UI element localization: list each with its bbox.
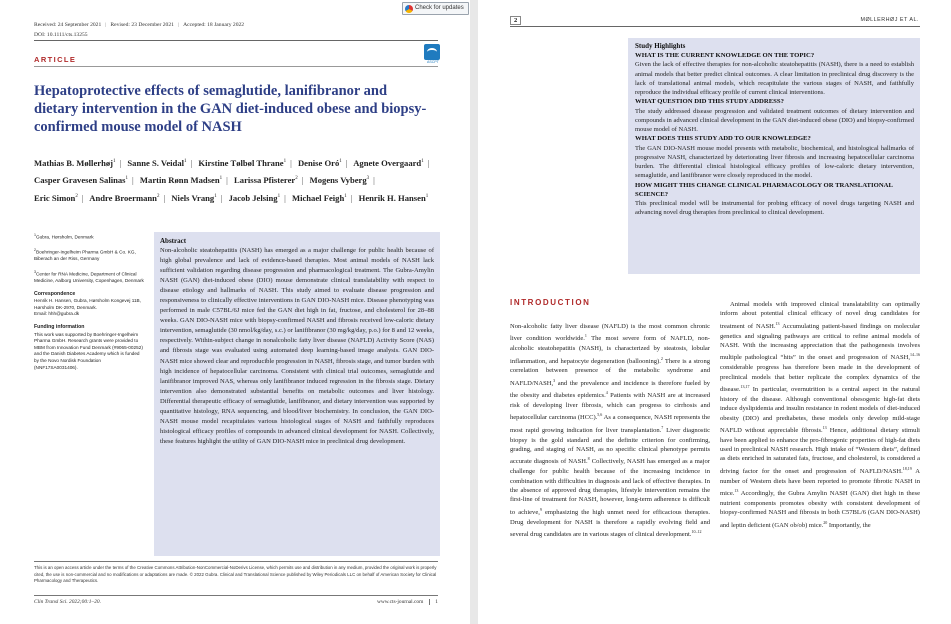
article-divider [34, 66, 438, 67]
ascpt-logo-icon [424, 44, 440, 60]
correspondence-text: Henrik H. Hansen, Gubra, Hørsholm Kongevej 11B, Hørsholm DK-2970, Denmark. [34, 298, 141, 310]
author-affiliation-sup: 1 [113, 159, 116, 164]
author-separator: | [290, 157, 292, 168]
abstract-box [154, 232, 440, 556]
author-name: Henrik H. Hansen [358, 192, 426, 203]
author[interactable] [359, 193, 429, 203]
crossmark-icon [405, 5, 413, 13]
highlight-answer: Given the lack of effective therapies for non-alcoholic steatohepatitis (NASH), there is a need to establish animal models that better predict clinical outcomes. A clear limitation in preclinical drug discovery is the lack of translational animal models, which recapitulate the various stages of NASH, and faithfully reproduce the individual efficacy profile of current clinical interventions. [635, 61, 914, 97]
author-name: Michael Feigh [291, 192, 345, 203]
author-affiliation-sup: 2 [156, 193, 160, 199]
reference-sup[interactable]: 2 [660, 355, 663, 361]
author-name: Larissa Pfisterer [234, 175, 296, 186]
author[interactable] [171, 193, 216, 203]
correspondence [34, 291, 144, 318]
reference-sup[interactable]: 10–12 [691, 528, 702, 534]
author-separator: | [284, 192, 286, 203]
paragraph-text: Accumulating patient-based findings on molecular genetics and signaling pathways are critical to refine animal models of NASH. With the increasing appreciation that the pathogenesis involves multiple pathological “hits” in the onset and progression of NASH, [720, 323, 920, 362]
paragraph-text: As a consequence, NASH represents the most rapid growing indication for liver transplantation. [510, 414, 710, 435]
reference-sup[interactable]: 1 [584, 333, 587, 339]
license-divider [34, 561, 438, 562]
reference-sup[interactable]: 8 [587, 456, 590, 462]
paragraph-text: In particular, overnutrition is a central aspect in the natural history of the disease. Although conventional obesogenic high-fat diets induce dyslipidemia and insulin resistance in rodent models of diet-induced obesity (DIO) and prediabetes, these models only develop mild-stage NAFLD without appreciable fibrosis. [720, 386, 920, 435]
author-name: Mogens Vyberg [309, 175, 367, 186]
paragraph-text: Non-alcoholic fatty liver disease (NAFLD) is the most common chronic liver condition worldwide. [510, 323, 710, 343]
author-name: Eric Simon [34, 192, 76, 203]
affiliation-text: Gubra, Hørsholm, Denmark [36, 234, 94, 240]
reference-sup[interactable]: 13 [775, 320, 780, 326]
reference-sup[interactable]: 14–16 [910, 352, 920, 358]
author[interactable] [353, 158, 424, 168]
author-affiliation-sup: 1 [425, 193, 429, 199]
reference-sup[interactable]: 7 [661, 424, 664, 430]
author-affiliation-sup: 1 [219, 176, 223, 182]
affiliation-sup: 3 [34, 269, 36, 274]
affiliation [34, 269, 144, 285]
check-for-updates-label: Check for updates [415, 5, 464, 11]
author-separator: | [81, 192, 84, 203]
author-affiliation-sup: 2 [75, 193, 78, 199]
author-affiliation-sup: 1 [344, 193, 347, 199]
paragraph-text: and the prevalence and incidence is therefore fueled by the obesity and diabetes epidemics. [510, 379, 710, 400]
highlight-answer: The GAN DIO-NASH mouse model presents with metabolic, biochemical, and histological hallmarks of progressive NASH, characterized by deteriorating liver fibrosis and increasing hepatocellular carcinoma burden. The differential clinical histological efficacy profiles of low-caloric dietary intervention, semaglutide, and lanifibranor were closely reproduced in the model. [635, 144, 914, 180]
funding-text: This work was supported by Boehringer-Ingelheim Pharma GmbH. Research grants were provided to MBM from Innovation Fund Denmark (#9065-00252) and the Danish Diabetes Academy which is funded by the Novo Nordisk Foundation (NNF17SA0031406). [34, 331, 143, 370]
reference-sup[interactable]: 4 [605, 390, 608, 396]
highlight-answer: The study addressed disease progression and validated treatment outcomes of dietary intervention and compounds in advanced clinical development in the GAN diet-induced obese (DIO) and biopsy-confirmed mouse model of NASH. [635, 107, 914, 134]
author-separator: | [220, 192, 223, 203]
affiliation-sup: 1 [34, 233, 36, 237]
author[interactable] [34, 193, 78, 203]
highlight-question: HOW MIGHT THIS CHANGE CLINICAL PHARMACOLOGY OR TRANSLATIONAL SCIENCE? [635, 181, 893, 198]
study-highlights-box [628, 38, 920, 274]
author[interactable] [229, 193, 280, 203]
author[interactable] [89, 193, 159, 203]
revised-date: Revised: 23 December 2021 [110, 22, 174, 28]
affiliations [34, 232, 144, 285]
author[interactable] [34, 158, 116, 168]
author-name: Agnete Overgaard [353, 157, 422, 168]
funding-label: Funding information [34, 324, 85, 331]
author-name: Andre Broermann [89, 192, 157, 203]
author-name: Denise Oró [297, 157, 340, 168]
author[interactable] [234, 175, 298, 185]
author-separator: | [119, 157, 122, 168]
abstract-heading: Abstract [160, 237, 187, 245]
author-separator: | [163, 192, 166, 203]
paragraph-text: A number of Western diets have been reported to promote fibrotic NASH in mice. [720, 468, 920, 498]
author-affiliation-sup: 2 [295, 176, 298, 182]
author-affiliation-sup: 1 [214, 193, 217, 199]
highlight-question: WHAT IS THE CURRENT KNOWLEDGE ON THE TOPIC? [635, 52, 815, 59]
running-head: MØLLERHØJ ET AL. [860, 17, 919, 23]
author-affiliation-sup: 3 [366, 176, 370, 182]
reference-sup[interactable]: 3 [553, 377, 556, 383]
author-name: Martin Rønn Madsen [139, 175, 220, 186]
reference-sup[interactable]: 5,6 [597, 412, 603, 418]
author-name: Jacob Jelsing [228, 192, 278, 203]
reference-sup[interactable]: 13 [822, 424, 827, 430]
paragraph-text: Liver diagnostic biopsy is the gold standard and the definite criterion for confirming, grading, and staging of NASH, as no specific clinical phenotype permits accurate diagnosis of NASH. [510, 427, 710, 466]
received-date: Received: 24 September 2021 [34, 22, 102, 28]
accepted-date: Accepted: 18 January 2022 [183, 22, 245, 28]
author-affiliation-sup: 1 [283, 159, 287, 164]
paragraph-text: Hence, additional dietary stimuli have been applied to enhance the pro-fibrogenic properties of high-fat diets used in preclinical NASH research. High intake of “Western diets”, defined as diets enriched in saturated fats, fructose, and cholesterol, is considered a driving factor for the onset and progression of NAFLD/NASH. [720, 427, 920, 476]
affiliation-text: Boehringer-Ingelheim Pharma GmbH & Co. KG, Biberach an der Riss, Germany [34, 249, 136, 262]
right-page [478, 0, 951, 624]
author[interactable] [140, 175, 222, 185]
license-text: This is an open access article under the terms of the Creative Commons Attribution-NonCommercial-NoDerivs License, which permits use and distribution in any medium, provided the original work is properly cited, the use is non-commercial and no modifications or adaptations are made. © 2022 Gubra. Clinical and Translational Science published by Wiley Periodicals LLC on behalf of American Society for Clinical Pharmacology and Therapeutics. [34, 565, 437, 584]
author-affiliation-sup: 1 [184, 159, 187, 164]
author-name: Mathias B. Møllerhøj [34, 157, 114, 168]
page-number: 1 [429, 599, 438, 605]
author[interactable] [34, 175, 128, 185]
correspondence-label: Correspondence [34, 290, 76, 297]
author[interactable] [127, 158, 186, 168]
reference-sup[interactable]: 20 [823, 519, 828, 525]
highlight-answer: This preclinical model will be instrumental for probing efficacy of novel drugs targeting NASH and advancing novel drug therapies from preclinical to clinical development. [635, 200, 914, 217]
author-affiliation-sup: 1 [339, 159, 342, 164]
journal-citation: Clin Transl Sci. 2022;00:1–20. [34, 599, 101, 605]
introduction-column-2 [720, 300, 920, 530]
footer-divider [34, 595, 438, 596]
author[interactable] [310, 175, 370, 185]
introduction-heading: INTRODUCTION [510, 298, 591, 307]
author-affiliation-sup: 1 [277, 193, 281, 199]
article-type-label: ARTICLE [34, 55, 77, 64]
check-for-updates-button[interactable] [402, 2, 469, 15]
paragraph-text: There is a strong correlation between presence of the metabolic syndrome and NAFLD/NASH, [510, 357, 710, 387]
author-separator: | [132, 175, 134, 186]
author-separator: | [350, 192, 353, 203]
article-title: Hepatoprotective effects of semaglutide, lanifibranor and dietary intervention in the GAN diet-induced obese and biopsy-confirmed mouse model of NASH [34, 83, 427, 135]
abstract-text: Non-alcoholic steatohepatitis (NASH) has emerged as a major challenge for public health because of high global prevalence and lack of evidence-based therapies. Most animal models of NASH lack sufficient validation regarding disease progression and pharmacological treatment. The Gubra-Amylin NASH (GAN) diet-induced obese (DIO) mouse demonstrate clinical translatability with respect to disease etiology and hallmarks of NASH. This study aimed to evaluate disease progression and responsiveness to clinically effective interventions in GAN DIO-NASH mice. Disease phenotyping was performed in male C57BL/6J mice fed the GAN diet high in fat, fructose, and cholesterol for 28–88 weeks. GAN DIO-NASH mice with biopsy-confirmed NASH and fibrosis received low-caloric dietary intervention, semaglutide (30 nmol/kg/day, s.c.) or lanifibranor (30 mg/kg/day, p.o.) for 8 and 12 weeks, respectively. Within-subject change in nonalcoholic fatty liver disease (NAFLD) Activity Score (NAS) and fibrosis stage was evaluated using automated deep learning-based image analysis. GAN DIO-NASH mice showed clear and reproducible progression in NASH, fibrosis stage, and tumor burden with high incidence of hepatocellular carcinoma. Consistent with clinical trial outcomes, semaglutide and lanifibranor improved NAS, whereas only lanifibranor induced regression in the fibrosis stage. Dietary intervention also demonstrated substantial benefits on metabolic outcomes and liver histology. Differential therapeutic efficacy of semaglutide, lanifibranor, and dietary intervention was supported by quantitative histology, RNA sequencing, and blood/liver biochemistry. In conclusion, the GAN DIO-NASH mouse model recapitulates various histological stages of NASH and faithfully reproduces histological efficacy profiles of compounds in advanced clinical development for NASH. Collectively, these features highlight the utility of GAN DIO-NASH mice in preclinical drug development. [160, 247, 434, 445]
paragraph-text: emphasizing the high unmet need for efficacious therapies. Drug development for NASH is therefore a rapidly evolving field and several drug candidates are in various stages of clinical development. [510, 509, 710, 539]
affiliation [34, 247, 144, 263]
highlight-question: WHAT DOES THIS STUDY ADD TO OUR KNOWLEDGE? [635, 135, 811, 143]
author-name: Sanne S. Veidal [127, 157, 185, 168]
reference-sup[interactable]: 18,19 [902, 465, 912, 471]
article-dates: Received: 24 September 2021 | Revised: 23 December 2021 | Accepted: 18 January 2022 [34, 22, 245, 28]
author[interactable] [292, 193, 347, 203]
correspondence-email[interactable]: Email: hhh@gubra.dk [34, 311, 80, 317]
introduction-column-1 [510, 322, 710, 540]
page-footer [34, 599, 438, 605]
author-affiliation-sup: 1 [421, 159, 424, 164]
journal-url[interactable]: www.cts-journal.com [376, 599, 424, 605]
paragraph-text: Animal models with improved clinical translatability can optimally inform about potential clinical efficacy of novel drug candidates for treatment of NASH. [720, 301, 920, 331]
header-divider [34, 40, 438, 41]
paragraph-text: Collectively, NASH has emerged as a major challenge for public health because of the increasing incidence in combination with difficulties in diagnosis and lack of effective therapies. In the absence of approved drug therapies, lifestyle intervention remains the first-line of treatment for NASH, however, long-term adherence is difficult to achieve, [510, 458, 710, 517]
paragraph-text: considerable progress has therefore been made in the development of preclinical models that better replicate the complex dynamics of the disease. [720, 364, 920, 394]
author-separator: | [301, 175, 304, 186]
author-separator: | [427, 157, 430, 168]
ascpt-logo-text: ASCPT [427, 60, 439, 64]
author-list [34, 154, 434, 206]
author-separator: | [373, 175, 375, 186]
paragraph-text: Patients with NASH are at increased risk of developing liver fibrosis, which can progress to cirrhosis and hepatocellular carcinoma (HCC). [510, 392, 710, 422]
paragraph-text: Importantly, the [827, 521, 871, 529]
author-separator: | [190, 157, 193, 168]
author-name: Niels Vrang [171, 192, 215, 203]
reference-sup[interactable]: 13 [734, 488, 739, 494]
paragraph-text: Accordingly, the Gubra Amylin NASH (GAN) diet high in these nutrient components promotes obesity with consistent development of biopsy-confirmed NASH and fibrosis in both C57BL/6 (GAN DIO-NASH) and leptin deficient (GAN ob/ob) mice. [720, 490, 920, 529]
left-page [0, 0, 470, 624]
affiliation [34, 232, 144, 241]
affiliation-sup: 2 [34, 248, 36, 253]
doi-link[interactable]: DOI: 10.1111/cts.13255 [34, 32, 88, 38]
reference-sup[interactable]: 13,17 [740, 383, 750, 389]
author-affiliation-sup: 1 [125, 176, 129, 182]
author[interactable] [198, 158, 286, 168]
affiliation-text: Center for RNA Medicine, Department of Clinical Medicine, Aalborg University, Copenhagen, Denmark [34, 271, 144, 284]
author-separator: | [345, 157, 348, 168]
author[interactable] [298, 158, 342, 168]
reference-sup[interactable]: 9 [539, 506, 542, 512]
highlight-question: WHAT QUESTION DID THIS STUDY ADDRESS? [635, 98, 784, 106]
author-name: Casper Gravesen Salinas [34, 175, 126, 186]
affiliations-column [34, 232, 144, 377]
page-number: 2 [510, 16, 521, 25]
highlights-heading: Study Highlights [635, 42, 686, 50]
header-divider [510, 26, 920, 27]
funding [34, 324, 144, 371]
author-separator: | [226, 175, 228, 186]
author-name: Kirstine Tølbøl Thrane [198, 157, 284, 168]
paragraph-text: The most severe form of NAFLD, non-alcoholic steatohepatitis (NASH), is characterized by steatosis, lobular inflammation, and hepatocyte degeneration (ballooning). [510, 335, 710, 365]
